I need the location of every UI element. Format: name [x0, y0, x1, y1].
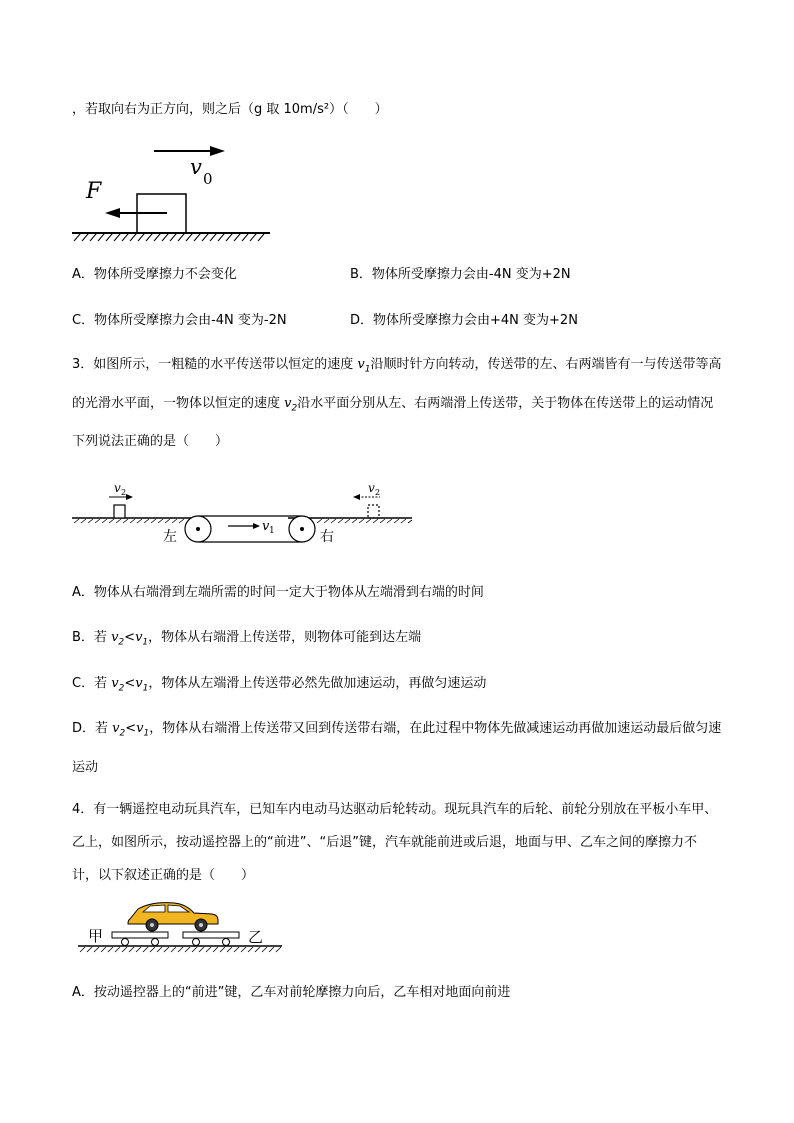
cart-jia-wheel-2 — [152, 939, 159, 946]
force-label: F — [86, 179, 102, 204]
q2-stem-tail: ，若取向右为正方向，则之后（g 取 10m/s²）（ ） — [72, 102, 388, 117]
left-platform-hatch — [74, 519, 191, 523]
q4-option-a: A．按动遥控器上的“前进”键，乙车对前轮摩擦力向后，乙车相对地面向前进 — [72, 985, 511, 1000]
v2-right-subscript: 2 — [375, 488, 381, 497]
q3-option-d: D．若 $v_2<v_1$，物体从右端滑上传送带又回到传送带右端，在此过程中物体先做减速运动再做加速运动最后做匀速运动 — [72, 721, 722, 775]
v1-label: v — [262, 519, 270, 534]
left-end-label: 左 — [163, 529, 177, 545]
v2-right-arrowhead — [353, 494, 360, 500]
q3-stem: 3．如图所示，一粗糙的水平传送带以恒定的速度 $v_1$沿顺时针方向转动，传送带的左、右两端皆有一与传送带等高的光滑水平面，一物体以恒定的速度 $v_2$沿水平面分别从左、右两端滑上传送带，关于物体在传送带上的运动情况下列说法正确的是（ ） — [72, 357, 722, 450]
q3-option-b: B．若 $v_2<v_1$，物体从右端滑上传送带，则物体可能到达左端 — [72, 630, 422, 648]
force-arrowhead — [105, 208, 120, 218]
q2-option-a: A．物体所受摩擦力不会变化 — [72, 267, 237, 282]
q2-option-d: D．物体所受摩擦力会由+4N 变为+2N — [350, 313, 578, 328]
v2-left-label: v — [114, 481, 121, 495]
q4-stem: 4．有一辆遥控电动玩具汽车，已知车内电动马达驱动后轮转动。现玩具汽车的后轮、前轮分别放在平板小车甲、乙上，如图所示，按动遥控器上的“前进”、“后退”键，汽车就能前进或后退，地面与甲、乙车之间的摩擦力不计，以下叙述正确的是（ ） — [72, 802, 718, 883]
cart-yi-platform — [183, 932, 239, 938]
velocity-label: v — [190, 155, 202, 179]
right-end-label: 右 — [320, 529, 334, 545]
left-pulley-axle — [196, 527, 200, 531]
cart-jia-label: 甲 — [88, 927, 104, 945]
cart-yi-label: 乙 — [248, 928, 264, 946]
car-front-hub — [199, 923, 203, 927]
q4-ground-hatch — [80, 947, 281, 952]
v2-left-subscript: 2 — [121, 488, 127, 497]
q4-figure-toy-car-on-carts — [70, 897, 290, 959]
block-right — [368, 505, 379, 518]
q2-figure-block-on-ground — [70, 140, 275, 242]
ground-hatch — [74, 234, 264, 241]
velocity-arrowhead — [210, 146, 225, 156]
q3-option-a: A．物体从右端滑到左端所需的时间一定大于物体从左端滑到右端的时间 — [72, 585, 484, 600]
v2-right-label: v — [368, 481, 375, 495]
car-rear-hub — [150, 923, 154, 927]
q3-option-c: C．若 $v_2<v_1$，物体从左端滑上传送带必然先做加速运动，再做匀速运动 — [72, 676, 487, 694]
v1-subscript: 1 — [269, 526, 275, 536]
cart-yi-wheel-2 — [223, 939, 230, 946]
q3-figure-conveyor-belt — [70, 476, 415, 548]
q2-option-c: C．物体所受摩擦力会由-4N 变为-2N — [72, 313, 287, 328]
right-platform-hatch — [317, 519, 412, 523]
velocity-subscript: 0 — [203, 170, 213, 188]
v2-left-arrowhead — [126, 494, 133, 500]
block-left — [114, 505, 125, 518]
cart-jia-wheel-1 — [122, 939, 129, 946]
cart-yi-wheel-1 — [193, 939, 200, 946]
q2-option-b: B．物体所受摩擦力会由-4N 变为+2N — [350, 267, 571, 282]
v1-arrowhead — [253, 523, 260, 529]
right-pulley-axle — [300, 527, 304, 531]
cart-jia-platform — [112, 932, 168, 938]
